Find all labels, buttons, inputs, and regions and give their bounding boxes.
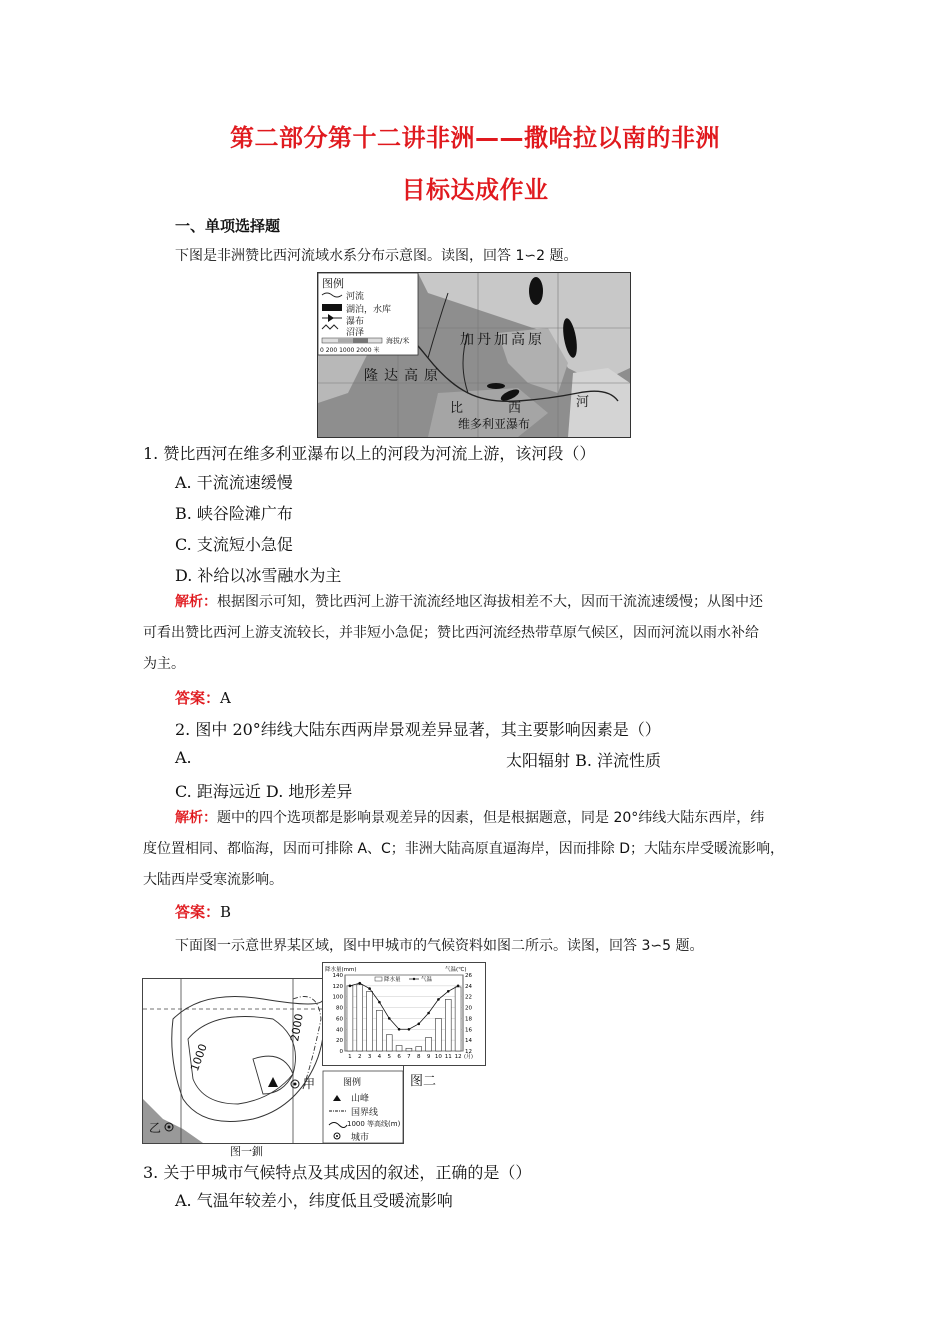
question-2-option-a-b: 太阳辐射 B. 洋流性质	[506, 751, 662, 770]
month-tick-label: 8	[417, 1054, 421, 1060]
question-1-option-a: A. 干流流速缓慢	[175, 473, 293, 492]
map-legend-elev: 海拔/米	[386, 337, 410, 345]
page-title: 第二部分第十二讲非洲——撒哈拉以南的非洲	[230, 124, 720, 152]
intro-text-2: 下面图一示意世界某区域，图中甲城市的气候资料如图二所示。读图，回答 3∽5 题。	[175, 938, 704, 954]
question-3-stem: 3. 关于甲城市气候特点及其成因的叙述，正确的是（）	[143, 1163, 532, 1182]
fig1-legend-title: 图例	[343, 1078, 362, 1088]
explanation-line: 根据图示可知，赞比西河上游干流流经地区海拔相差不大，因而干流流速缓慢；从图中还	[217, 594, 763, 610]
month-tick-label: 12	[454, 1054, 462, 1060]
fig1-legend-peak: 山峰	[351, 1094, 370, 1104]
temperature-point	[349, 985, 352, 988]
rain-bar	[445, 999, 451, 1051]
city-yi-label: 乙	[149, 1121, 162, 1135]
temperature-point	[398, 1028, 401, 1031]
temperature-point	[368, 987, 371, 990]
question-2-explanation	[143, 803, 805, 896]
right-tick-label: 14	[465, 1038, 472, 1045]
temperature-point	[378, 1001, 381, 1004]
right-tick-label: 26	[465, 973, 472, 979]
map-legend-title: 图例	[322, 277, 344, 290]
month-tick-label: 4	[377, 1054, 382, 1060]
question-1-stem: 1. 赞比西河在维多利亚瀑布以上的河段为河流上游，该河段（）	[143, 444, 596, 463]
answer-value: A	[220, 689, 231, 707]
explanation-label: 解析：	[175, 594, 217, 610]
rain-bar	[426, 1037, 432, 1051]
rain-bar	[416, 1047, 422, 1051]
contour-1000-label: 1000	[188, 1042, 210, 1073]
rain-bar	[455, 987, 461, 1051]
left-tick-label: 80	[336, 1005, 343, 1012]
question-2-option-a: A.	[175, 748, 192, 767]
legend-rain-label: 降水量	[384, 977, 401, 983]
question-1-explanation	[143, 587, 805, 680]
question-2-stem: 2. 图中 20°纬线大陆东西两岸景观差异显著，其主要影响因素是（）	[175, 720, 661, 739]
temperature-point	[457, 985, 460, 988]
explanation-line: 可看出赞比西河上游支流较长，并非短小急促；赞比西河流经热带草原气候区，因而河流以雨水补给	[143, 625, 759, 641]
figure-1-caption: 图一釧	[230, 1145, 263, 1158]
zambezi-map	[317, 272, 631, 438]
map-label-lunda: 隆达高原	[364, 368, 444, 384]
temperature-point	[447, 990, 450, 993]
right-tick-label: 16	[465, 1027, 472, 1034]
explanation-line: 大陆西岸受寒流影响。	[143, 872, 283, 888]
left-tick-label: 100	[332, 994, 343, 1001]
map-legend-river: 河流	[346, 292, 365, 302]
rain-bar	[435, 1018, 441, 1051]
map-legend-swamp: 沼泽	[346, 328, 365, 338]
right-tick-label: 18	[465, 1016, 472, 1023]
y-right-axis-label: 气温(℃)	[445, 967, 467, 973]
left-tick-label: 20	[336, 1038, 343, 1045]
map-label-victoria-falls: 维多利亚瀑布	[458, 417, 531, 431]
question-3-option-a: A. 气温年较差小，纬度低且受暖流影响	[175, 1191, 453, 1210]
month-tick-label: 2	[358, 1054, 362, 1060]
temperature-point	[427, 1012, 430, 1015]
city-jia-label: 甲	[303, 1077, 316, 1091]
temperature-line	[350, 983, 458, 1029]
contour-2000-label: 2000	[288, 1012, 306, 1043]
temperature-point	[358, 982, 361, 985]
question-2-option-c-d: C. 距海远近 D. 地形差异	[175, 782, 353, 801]
legend-temp-label: 气温	[421, 977, 433, 983]
month-tick-label: 1	[348, 1054, 352, 1060]
explanation-line: 度位置相同、都临海，因而可排除 A、C；非洲大陆高原直逼海岸，因而排除 D；大陆东岸受暖流影响，	[143, 841, 785, 857]
figure-2-chart	[322, 962, 486, 1066]
right-tick-label: 20	[465, 1005, 472, 1012]
answer-value: B	[220, 903, 232, 921]
fig1-legend-border: 国界线	[351, 1108, 379, 1118]
legend-temp-dot	[413, 978, 415, 980]
map-label-xi: 西	[508, 401, 522, 416]
x-axis-unit: (月)	[464, 1054, 473, 1060]
question-2-answer	[175, 901, 231, 922]
right-tick-label: 12	[465, 1049, 472, 1055]
map-legend-fall: 瀑布	[346, 317, 365, 327]
month-tick-label: 3	[367, 1054, 372, 1060]
month-tick-label: 6	[397, 1054, 401, 1060]
month-tick-label: 5	[387, 1054, 391, 1060]
left-tick-label: 140	[332, 973, 343, 979]
temperature-point	[408, 1028, 411, 1031]
legend-rain-swatch	[375, 977, 382, 981]
right-tick-label: 24	[465, 983, 472, 990]
temperature-point	[437, 998, 440, 1001]
page-subtitle: 目标达成作业	[401, 176, 549, 204]
left-tick-label: 120	[332, 983, 343, 990]
intro-text-1: 下图是非洲赞比西河流域水系分布示意图。读图，回答 1∽2 题。	[175, 248, 578, 264]
left-tick-label: 0	[339, 1049, 343, 1055]
left-tick-label: 40	[336, 1027, 343, 1034]
explanation-line: 为主。	[143, 656, 185, 672]
month-tick-label: 7	[407, 1054, 411, 1060]
figure-2-caption: 图二	[410, 1074, 437, 1089]
fig1-legend-city: 城市	[351, 1133, 370, 1143]
y-left-axis-label: 降水量(mm)	[325, 967, 357, 973]
map-label-he: 河	[576, 395, 590, 410]
rain-bar	[376, 1010, 382, 1051]
month-tick-label: 11	[444, 1054, 452, 1060]
map-legend-lake: 湖泊，水库	[346, 305, 392, 315]
map-label-katanga: 加丹加高原	[460, 332, 545, 348]
rain-bar	[396, 1046, 402, 1051]
section-heading: 一、单项选择题	[175, 217, 281, 235]
map-legend-scale: 0 200 1000 2000 米	[320, 347, 380, 354]
climate-chart-svg	[323, 963, 485, 1065]
explanation-line: 题中的四个选项都是影响景观差异的因素，但是根据题意，同是 20°纬线大陆东西岸，纬	[217, 810, 765, 826]
rain-bar	[347, 986, 353, 1051]
answer-label: 答案：	[175, 903, 221, 921]
question-1-answer	[175, 687, 231, 708]
right-tick-label: 22	[465, 994, 472, 1001]
map-label-bi: 比	[450, 401, 464, 416]
fig1-legend-contour: 1000 等高线(m)	[347, 1120, 401, 1128]
rain-bar	[406, 1048, 412, 1051]
zambezi-map-drawing	[318, 273, 630, 437]
question-1-option-d: D. 补给以冰雪融水为主	[175, 566, 342, 585]
explanation-label: 解析：	[175, 810, 217, 826]
answer-label: 答案：	[175, 689, 221, 707]
temperature-point	[388, 1017, 391, 1020]
rain-bar	[386, 1035, 392, 1051]
rain-bar	[367, 991, 373, 1051]
month-tick-label: 10	[434, 1054, 442, 1060]
rain-bar	[357, 985, 363, 1051]
month-tick-label: 9	[426, 1054, 431, 1060]
question-1-option-b: B. 峡谷险滩广布	[175, 504, 293, 523]
temperature-point	[417, 1023, 420, 1026]
left-tick-label: 60	[336, 1016, 343, 1023]
question-1-option-c: C. 支流短小急促	[175, 535, 293, 554]
